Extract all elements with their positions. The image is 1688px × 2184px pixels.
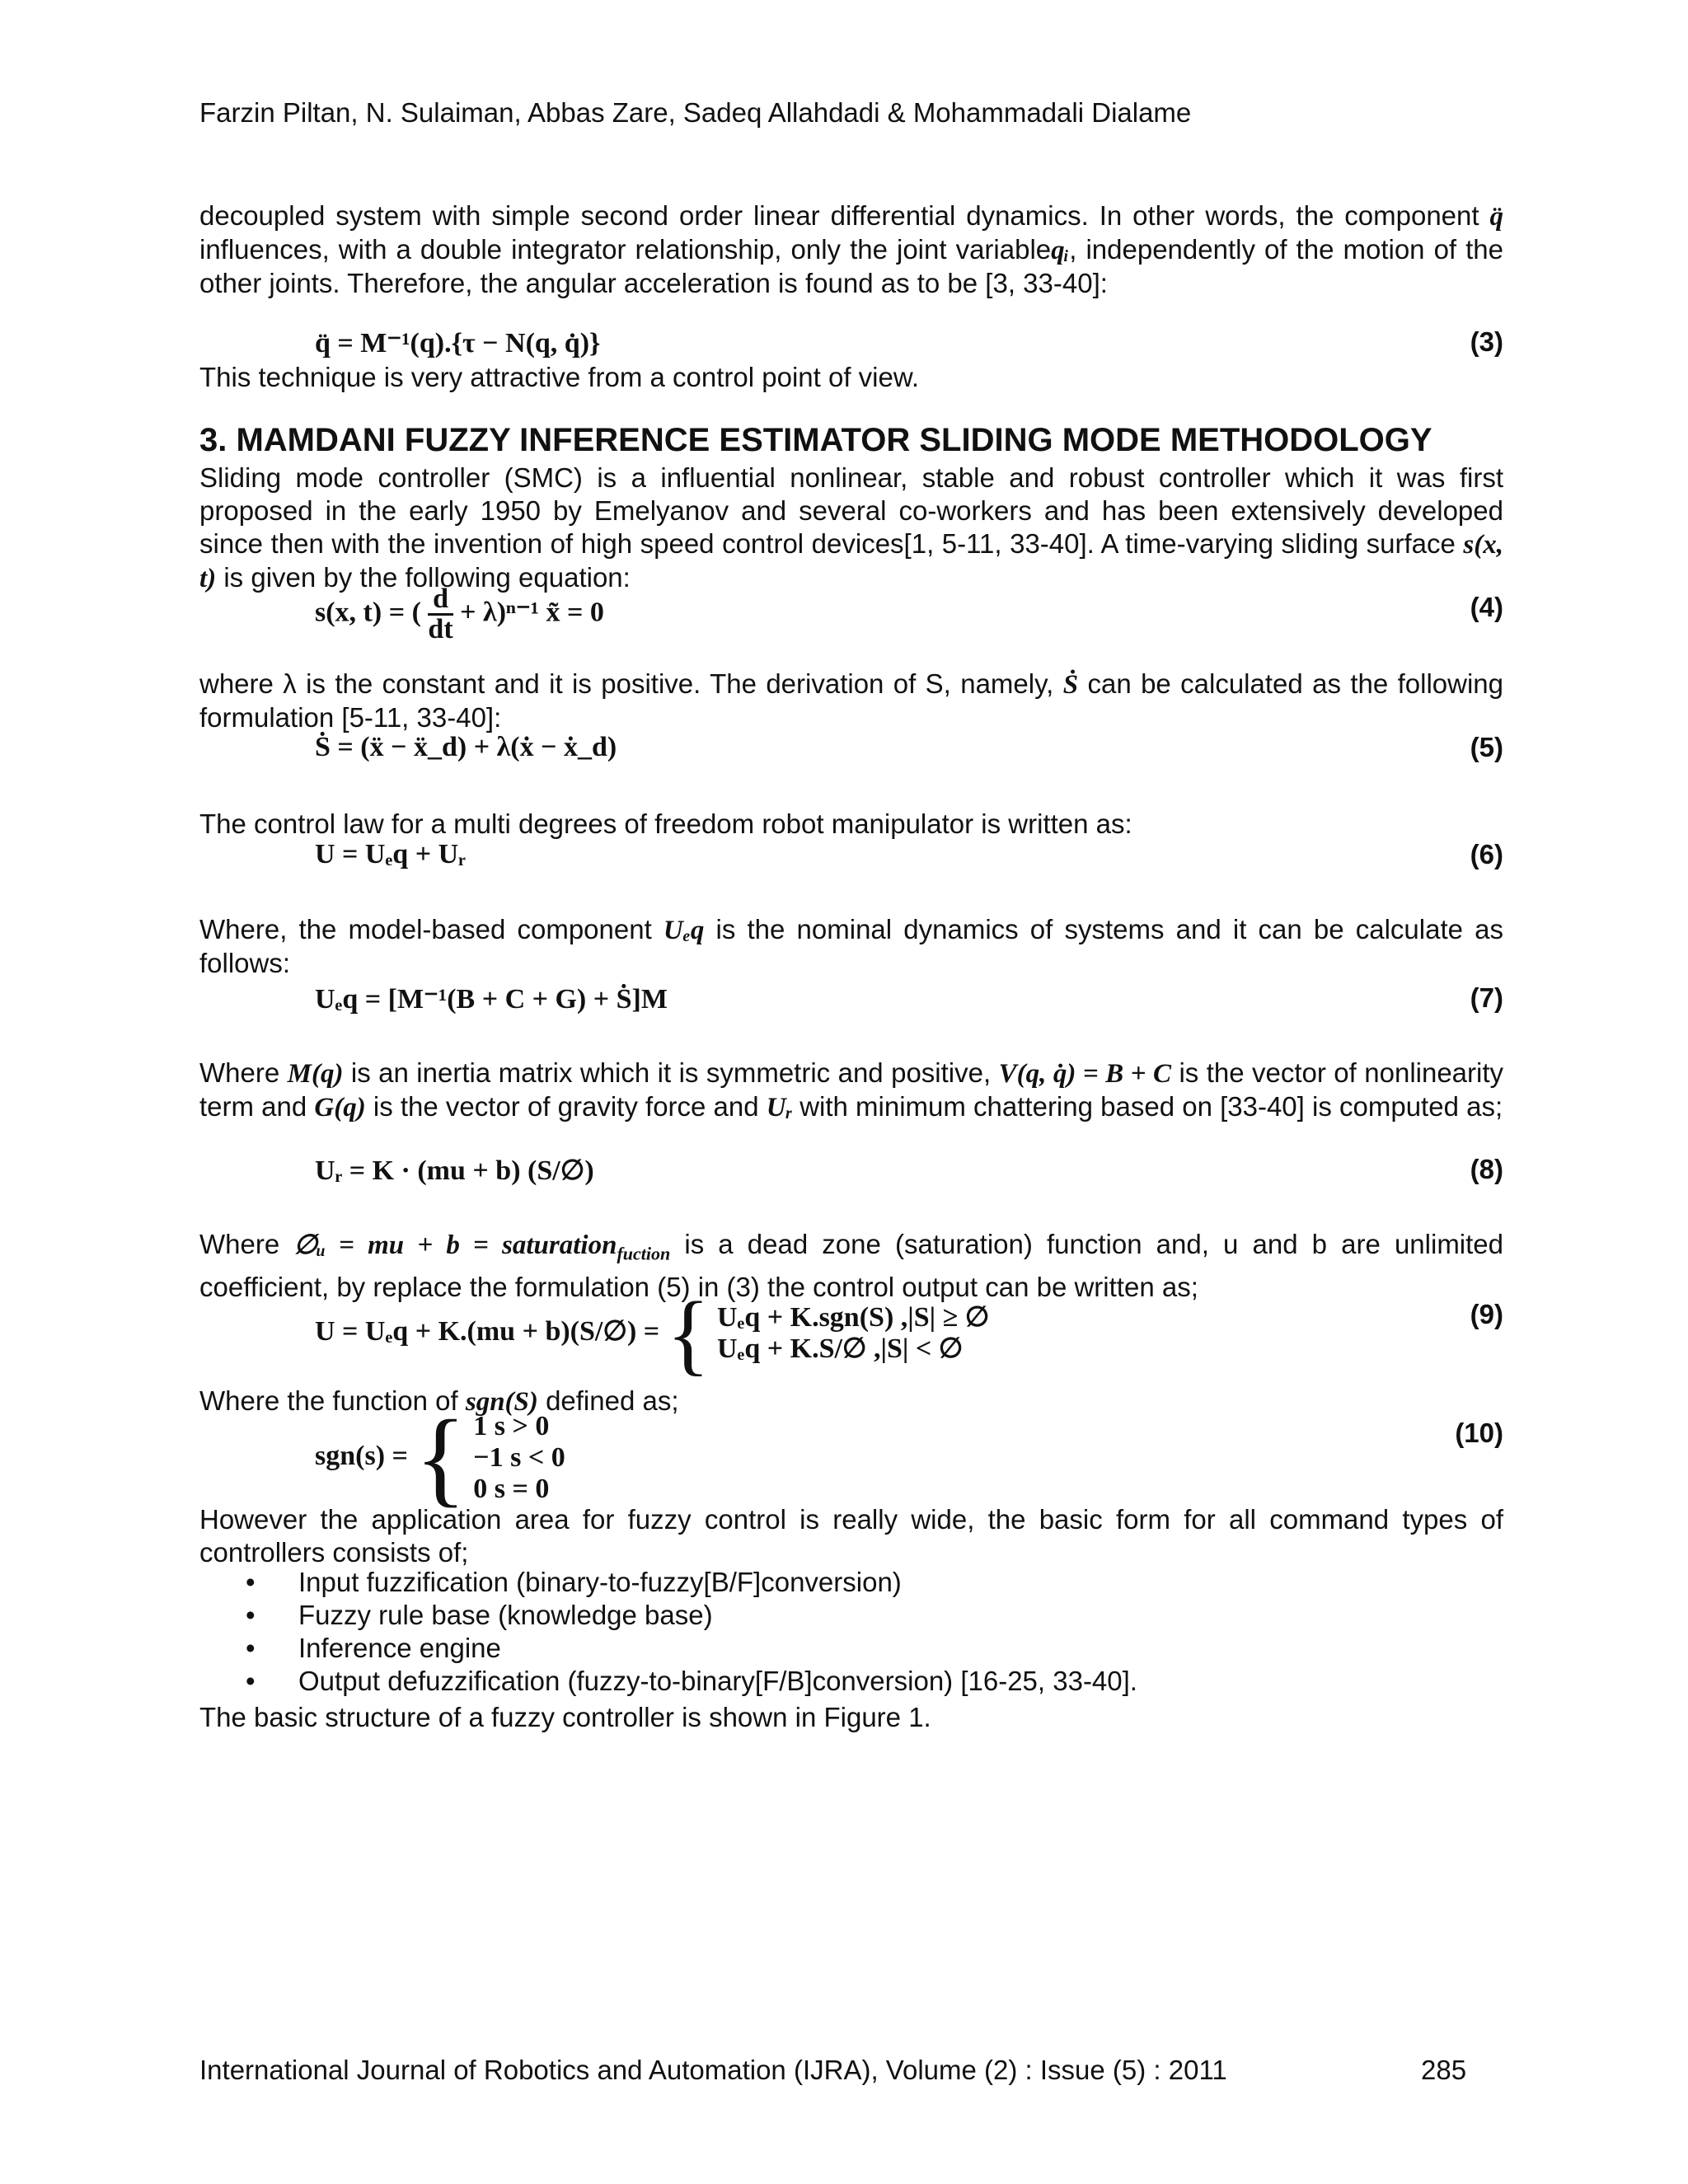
eq4-fraction (428, 585, 452, 644)
paragraph-attractive: This technique is very attractive from a control point of view. (199, 362, 920, 392)
paragraph-lambda (199, 668, 1503, 734)
bullet-icon: • (246, 1567, 256, 1597)
list-item (199, 1566, 1503, 1599)
math-phi-u-sub: fuction (617, 1243, 671, 1264)
math-qi: qᵢ (1051, 236, 1070, 265)
math-sgn-s: sgn(S) (465, 1387, 538, 1417)
eq9-cases (717, 1302, 989, 1365)
text: is an inertia matrix which it is symmetric and positive, (350, 1057, 992, 1088)
equation-10 (315, 1399, 565, 1517)
text: is the nominal dynamics of systems and it can be calculate as follows: (199, 914, 1503, 978)
text: Where (199, 1229, 280, 1259)
eq4-denominator: dt (428, 614, 453, 644)
equation-7: Uₑq = [M⁻¹(B + C + G) + Ṡ]M (315, 984, 668, 1015)
text: Where (199, 1057, 280, 1088)
text: is a dead zone (saturation) function and, u and b are unlimited coefficient, by replace the formulation (5) in (3) the control output can be written as; (199, 1229, 1504, 1302)
list-item (199, 1665, 1503, 1698)
eq10-left: sgn(s) = (315, 1440, 408, 1471)
equation-9 (315, 1283, 990, 1384)
equation-number-4: (4) (1470, 592, 1503, 622)
eq9-brace: { (666, 1283, 710, 1384)
equation-number-10: (10) (1455, 1418, 1503, 1448)
math-vqq: V(q, q̇) = B + C (998, 1059, 1172, 1089)
eq4-left: s(x, t) = ( (315, 597, 421, 628)
text: decoupled system with simple second order linear differential dynamics. In other words, the component (199, 200, 1479, 231)
page-number: 285 (1421, 2055, 1467, 2085)
text: Sliding mode controller (SMC) is a influential nonlinear, stable and robust controller which it was first proposed in the early 1950 by Emelyanov and several co-workers and has been extensively developed since then with the invention of high speed control devices[1, 5-11, 33-40]. A time-varying sliding surface (199, 462, 1503, 559)
list-item (199, 1632, 1503, 1665)
math-sdot: Ṡ (1062, 670, 1079, 700)
equation-number-6: (6) (1470, 839, 1503, 869)
text: with minimum chattering based on [33-40] is computed as; (799, 1091, 1503, 1122)
math-phi-u (293, 1230, 671, 1264)
math-qddot: q̈ (1489, 202, 1504, 232)
bullet-icon: • (246, 1666, 256, 1696)
math-ueq: Uₑq (663, 916, 705, 945)
paragraph-control-law: The control law for a multi degrees of freedom robot manipulator is written as: (199, 808, 1132, 839)
eq9-left: U = Uₑq + K.(mu + b)(S/∅) = (315, 1315, 660, 1347)
list-item-text: Inference engine (298, 1633, 501, 1663)
eq10-brace: { (415, 1399, 467, 1517)
eq4-right: + λ)ⁿ⁻¹ x̃ = 0 (460, 597, 604, 628)
equation-number-5: (5) (1470, 732, 1503, 762)
bullet-icon: • (246, 1633, 256, 1663)
math-phi-u-main: ∅ᵤ = mu + b = saturation (293, 1230, 617, 1260)
list-item (199, 1599, 1503, 1632)
math-mq: M(q) (287, 1059, 344, 1089)
text: , independently of the motion of the other joints. Therefore, the angular acceleration is found as to be [3, 33-40]: (199, 234, 1504, 298)
eq4-numerator: d (428, 585, 452, 616)
text: Where, the model-based component (199, 914, 652, 944)
paragraph-fuzzy-intro: However the application area for fuzzy control is really wide, the basic form for all command types of controllers consists of; (199, 1504, 1503, 1568)
eq9-case-2: Uₑq + K.S/∅ ,|S| < ∅ (716, 1333, 964, 1364)
text: influences, with a double integrator relationship, only the joint variable (199, 234, 1052, 265)
equation-number-9: (9) (1470, 1299, 1503, 1329)
eq10-case-3: 0 s = 0 (473, 1474, 550, 1504)
equation-5: Ṡ = (ẍ − ẍ_d) + λ(ẋ − ẋ_d) (315, 732, 617, 762)
math-gq: G(q) (314, 1093, 366, 1122)
text: defined as; (546, 1385, 679, 1416)
section-heading: 3. MAMDANI FUZZY INFERENCE ESTIMATOR SLIDING MODE METHODOLOGY (199, 422, 1432, 458)
equation-4 (315, 585, 604, 644)
text: is the vector of gravity force and (373, 1091, 759, 1122)
footer-journal: International Journal of Robotics and Automation (IJRA), Volume (2) : Issue (5) : 2011 (199, 2055, 1227, 2085)
equation-number-8: (8) (1470, 1154, 1503, 1184)
math-sxt: s(x, t) (199, 530, 1503, 593)
equation-6: U = Uₑq + Uᵣ (315, 839, 466, 869)
paragraph-inertia (199, 1057, 1503, 1124)
list-item-text: Input fuzzification (binary-to-fuzzy[B/F]conversion) (298, 1567, 902, 1597)
paragraph-model-based (199, 913, 1503, 980)
list-item-text: Fuzzy rule base (knowledge base) (298, 1600, 713, 1630)
eq10-case-2: −1 s < 0 (473, 1442, 565, 1473)
equation-3: q̈ = M⁻¹(q).{τ − N(q, q̇)} (315, 328, 601, 359)
running-head-authors: Farzin Piltan, N. Sulaiman, Abbas Zare, Sadeq Allahdadi & Mohammadali Dialame (199, 97, 1192, 128)
eq9-case-1: Uₑq + K.sgn(S) ,|S| ≥ ∅ (716, 1302, 990, 1333)
paragraph-decoupled-system (199, 199, 1503, 300)
text: is given by the following equation: (223, 562, 631, 593)
component-list (199, 1566, 1503, 1698)
paragraph-smc-intro (199, 462, 1503, 595)
equation-number-7: (7) (1470, 982, 1503, 1013)
text: Where the function of (199, 1385, 458, 1416)
eq10-cases (473, 1411, 565, 1505)
paragraph-basic-structure: The basic structure of a fuzzy controller is shown in Figure 1. (199, 1702, 931, 1732)
bullet-icon: • (246, 1600, 256, 1630)
list-item-text: Output defuzzification (fuzzy-to-binary[F/B]conversion) [16-25, 33-40]. (298, 1666, 1137, 1696)
paper-page (199, 0, 1503, 2184)
text: is the vector of nonlinearity term and (199, 1057, 1504, 1122)
equation-number-3: (3) (1470, 326, 1503, 357)
equation-8: Uᵣ = K · (mu + b) (S/∅) (315, 1155, 594, 1186)
text: where λ is the constant and it is positive. The derivation of S, namely, (199, 668, 1054, 699)
eq10-case-1: 1 s > 0 (473, 1411, 550, 1441)
math-ur: Uᵣ (766, 1093, 793, 1122)
text: can be calculated as the following formulation [5-11, 33-40]: (199, 668, 1504, 733)
